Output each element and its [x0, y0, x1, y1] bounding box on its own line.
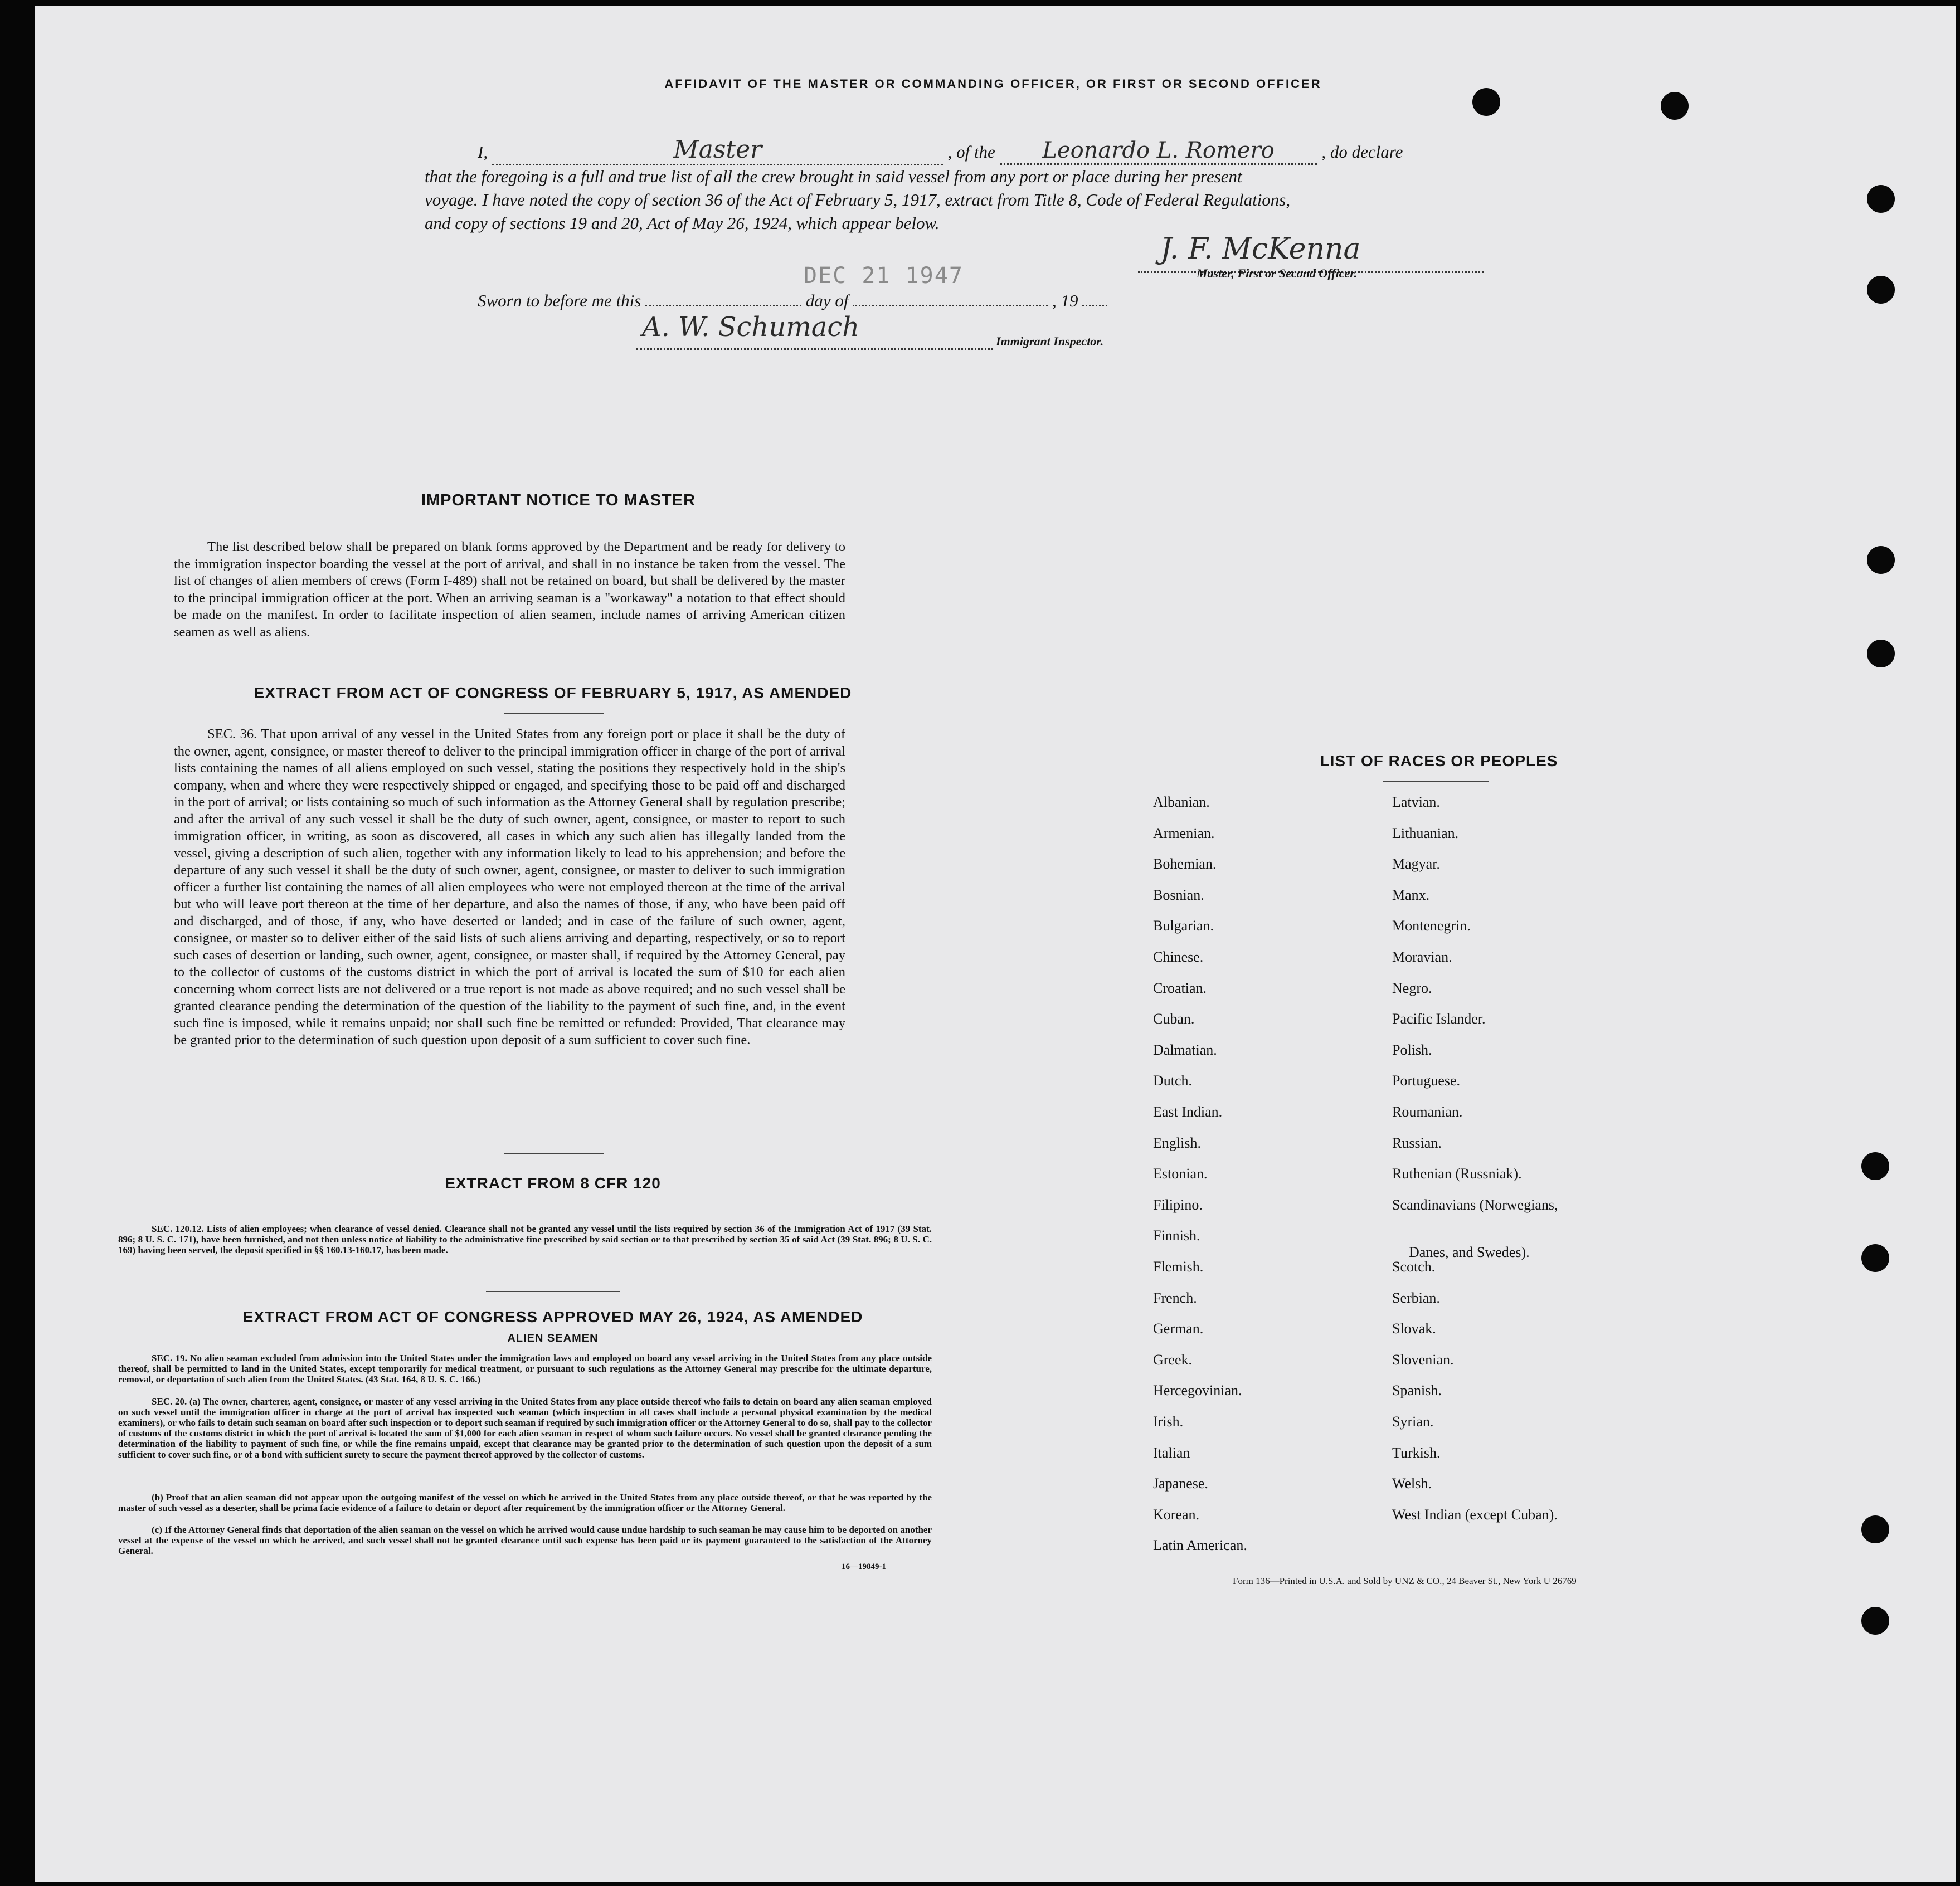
extract-1924-sec20a: SEC. 20. (a) The owner, charterer, agent, consignee, or master of any vessel arriving in the United States from any place outside thereof who fails to detain on board any alien seaman employed on such vessel until the immigration officer in charge at the port of arrival has inspected such seaman (which inspection in all cases shall include a personal physical examination by the medical examiners), or who fails to detain such seaman on board after such inspection or to deport such seaman if required by such immigration officer or the Attorney General to do so, shall pay to the collector of customs of the customs district in which the port of arrival is located the sum of $1,000 for each alien seaman in respect of whom such failure occurs. No vessel shall be granted clearance pending the determination of the liability to payment of such fine, or while the fine remains unpaid, except that clearance may be granted prior to the determination of such question upon the deposit of a sum sufficient to cover such fine, or of a bond with sufficient surety to secure the payment thereof approved by the collector of customs. [118, 1396, 932, 1460]
race-item: Magyar. [1392, 856, 1440, 872]
race-item: Syrian. [1392, 1414, 1434, 1430]
race-item: Lithuanian. [1392, 825, 1459, 841]
race-item: Ruthenian (Russniak). [1392, 1166, 1522, 1182]
print-code: 16—19849-1 [842, 1562, 886, 1571]
binder-hole [1867, 640, 1895, 667]
race-item: Croatian. [1153, 980, 1207, 996]
race-item: Serbian. [1392, 1290, 1440, 1306]
race-item: Hercegovinian. [1153, 1382, 1242, 1398]
inspector-signature: A. W. Schumach [642, 311, 860, 343]
race-item: German. [1153, 1320, 1204, 1337]
binder-hole [1861, 1152, 1889, 1180]
extract-1917-title: EXTRACT FROM ACT OF CONGRESS OF FEBRUARY 5, 1917, AS AMENDED [254, 684, 852, 701]
binder-hole [1661, 92, 1689, 120]
race-item: Roumanian. [1392, 1104, 1463, 1120]
date-stamp: DEC 21 1947 [804, 263, 964, 289]
affidavit-line-2: that the foregoing is a full and true list of all the crew brought in said vessel from any port or place during her present [425, 167, 1242, 186]
race-item: Welsh. [1392, 1475, 1432, 1492]
extract-1924-subtitle: ALIEN SEAMEN [507, 1332, 599, 1344]
affidavit-heading: AFFIDAVIT OF THE MASTER OR COMMANDING OFFICER, OR FIRST OR SECOND OFFICER [664, 77, 1322, 91]
race-item: Slovak. [1392, 1320, 1436, 1337]
year-prefix: , 19 [1052, 291, 1078, 310]
race-item: Spanish. [1392, 1382, 1442, 1398]
race-item: Cuban. [1153, 1011, 1195, 1027]
race-item: Estonian. [1153, 1166, 1208, 1182]
binder-hole [1472, 88, 1500, 116]
binder-hole [1861, 1515, 1889, 1543]
inspector-label: Immigrant Inspector. [996, 334, 1104, 348]
race-item: Flemish. [1153, 1259, 1204, 1275]
race-item: Turkish. [1392, 1445, 1441, 1461]
race-item: Scotch. [1392, 1259, 1436, 1275]
race-item: Filipino. [1153, 1197, 1203, 1213]
form-footer: Form 136—Printed in U.S.A. and Sold by UNZ & CO., 24 Beaver St., New York U 26769 [1233, 1576, 1577, 1586]
race-item: West Indian (except Cuban). [1392, 1507, 1558, 1523]
race-item: Albanian. [1153, 794, 1210, 810]
of-the-label: , of the [947, 142, 995, 162]
affidavit-line-4: and copy of sections 19 and 20, Act of May 26, 1924, which appear below. [425, 213, 940, 233]
extract-1917-text: SEC. 36. That upon arrival of any vessel in the United States from any foreign port or place it shall be the duty of the owner, agent, consignee, or master thereof to deliver to the principal immigration officer in charge of the port of arrival lists containing the names of all aliens employed on such vessel, stating the positions they respectively hold in the ship's company, when and where they were respectively shipped or engaged, and specifying those to be paid off and discharged in the port of arrival; or lists containing so much of such information as the Attorney General shall by regulation prescribe; and after the arrival of any such vessel it shall be the duty of such owner, agent, consignee, or master to report to such immigration officer, in writing, as soon as discovered, all cases in which any such alien has illegally landed from the vessel, giving a description of such alien, together with any information likely to lead to his apprehension; and before the departure of any such vessel it shall be the duty of such owner, agent, consignee, or master to deliver to such immigration officer a further list containing the names of all alien employees who were not employed thereon at the time of the arrival but who will leave port thereon at the time of her departure, and also the names of those, if any, who have been paid off and discharged, and of those, if any, who have deserted or landed; and in case of the failure of such owner, agent, consignee, or master so to deliver either of the said lists of such aliens arriving and departing, respectively, or so to report such cases of desertion or landing, such owner, agent, consignee, or master shall, if required by the Attorney General, pay to the collector of customs of the customs district in which the port of arrival is located the sum of $10 for each alien concerning whom correct lists are not delivered or a true report is not made as above required; and no such vessel shall be granted clearance pending the determination of the question of the liability to the payment of such fine, and, in the event such fine is imposed, while it remains unpaid; nor shall such fine be remitted or refunded: Provided, That clearance may be granted prior to the determination of such question upon deposit of a sum sufficient to cover such fine. [174, 727, 845, 1047]
race-item: Bulgarian. [1153, 918, 1214, 934]
race-item: Chinese. [1153, 949, 1204, 965]
binder-hole [1861, 1244, 1889, 1272]
sworn-line [478, 291, 1107, 311]
affidavit-line-3: voyage. I have noted the copy of section 36 of the Act of February 5, 1917, extract from Title 8, Code of Federal Regulations, [425, 190, 1291, 209]
extract-1924-sec19: SEC. 19. No alien seaman excluded from admission into the United States under the immigration laws and employed on board any vessel arriving in the United States from any place outside thereof, shall be permitted to land in the United States, except temporarily for medical treatment, or pursuant to such regulations as the Attorney General may prescribe for the ultimate departure, removal, or deportation of such alien from the United States. (43 Stat. 164, 8 U. S. C. 166.) [118, 1353, 932, 1385]
divider [504, 1153, 604, 1154]
extract-cfr-title: EXTRACT FROM 8 CFR 120 [445, 1175, 661, 1192]
race-item: Italian [1153, 1445, 1190, 1461]
race-item: Bosnian. [1153, 887, 1204, 903]
race-item: English. [1153, 1135, 1201, 1151]
race-item: Korean. [1153, 1507, 1200, 1523]
race-item: French. [1153, 1290, 1197, 1306]
binder-hole [1861, 1607, 1889, 1635]
day-of-label: day of [805, 291, 849, 310]
race-item: Greek. [1153, 1352, 1193, 1368]
extract-1924-title: EXTRACT FROM ACT OF CONGRESS APPROVED MAY 26, 1924, AS AMENDED [242, 1308, 863, 1325]
binder-hole [1867, 276, 1895, 304]
handwritten-title: Master [673, 135, 762, 164]
affidavit-i: I, [478, 142, 488, 162]
divider [486, 1291, 620, 1292]
divider [1383, 781, 1489, 782]
do-declare-label: , do declare [1321, 142, 1403, 162]
notice-text: The list described below shall be prepared on blank forms approved by the Department and be ready for delivery to the immigration inspector boarding the vessel at the port of arrival, and shall in no instance be taken from the vessel. The list of changes of alien members of crews (Form I-489) shall not be retained on board, but shall be delivered by the master to the principal immigration officer at the port. When an arriving seaman is a "workaway" a notation to that effect should be made on the manifest. In order to facilitate inspection of alien seamen, include names of arriving American citizen seamen as well as aliens. [174, 539, 845, 640]
race-item: Negro. [1392, 980, 1432, 996]
races-list-title: LIST OF RACES OR PEOPLES [1320, 752, 1558, 769]
race-item: Bohemian. [1153, 856, 1217, 872]
master-label: Master, First or Second Officer. [1197, 266, 1358, 280]
sworn-before-label: Sworn to before me this [478, 291, 641, 310]
extract-1924-sec20c: (c) If the Attorney General finds that deportation of the alien seaman on the vessel on which he arrived would cause undue hardship to such seaman he may cause him to be deported on another vessel at the expense of the vessel on which he arrived, and such vessel shall not be granted clearance until such expense has been paid or its payment guaranteed to the satisfaction of the Attorney General. [118, 1524, 932, 1556]
race-item: East Indian. [1153, 1104, 1223, 1120]
race-item: Slovenian. [1392, 1352, 1454, 1368]
race-item: Japanese. [1153, 1475, 1208, 1492]
race-item: Montenegrin. [1392, 918, 1471, 934]
race-item: Pacific Islander. [1392, 1011, 1486, 1027]
divider [504, 713, 604, 714]
race-item: Moravian. [1392, 949, 1452, 965]
master-signature: J. F. McKenna [1160, 232, 1361, 266]
race-item: Russian. [1392, 1135, 1442, 1151]
race-item: Polish. [1392, 1042, 1432, 1058]
race-item: Dalmatian. [1153, 1042, 1217, 1058]
race-item: Latin American. [1153, 1537, 1247, 1553]
binder-hole [1867, 546, 1895, 574]
document-page [35, 6, 1956, 1882]
notice-title: IMPORTANT NOTICE TO MASTER [421, 491, 696, 509]
race-item: Dutch. [1153, 1073, 1193, 1089]
race-item: Irish. [1153, 1414, 1184, 1430]
inspector-signature-line [636, 311, 993, 350]
race-item: Danes, and Swedes). [1409, 1244, 1530, 1260]
race-item: Portuguese. [1392, 1073, 1461, 1089]
binder-hole [1867, 185, 1895, 213]
race-item: Manx. [1392, 887, 1430, 903]
race-item: Latvian. [1392, 794, 1440, 810]
affidavit-line-1 [478, 135, 1536, 165]
extract-1924-sec20b: (b) Proof that an alien seaman did not appear upon the outgoing manifest of the vessel on which he arrived in the United States from any place outside thereof, or that he was reported by the master of such vessel as a deserter, shall be prima facie evidence of a failure to detain or deport after requirement by the immigration officer or the Attorney General. [118, 1492, 932, 1513]
extract-cfr-text: SEC. 120.12. Lists of alien employees; when clearance of vessel denied. Clearance shall not be granted any vessel until the lists required by section 36 of the Immigration Act of 1917 (39 Stat. 896; 8 U. S. C. 171), have been furnished, and not then unless notice of liability to the administrative fine prescribed by said section or to that prescribed by section 35 of said Act (39 Stat. 896; 8 U. S. C. 169) having been served, the deposit specified in §§ 160.13-160.17, has been made. [118, 1224, 932, 1255]
race-item: Armenian. [1153, 825, 1215, 841]
handwritten-vessel-name: Leonardo L. Romero [1042, 138, 1275, 163]
race-item: Scandinavians (Norwegians, [1392, 1197, 1558, 1213]
race-item: Finnish. [1153, 1227, 1200, 1244]
